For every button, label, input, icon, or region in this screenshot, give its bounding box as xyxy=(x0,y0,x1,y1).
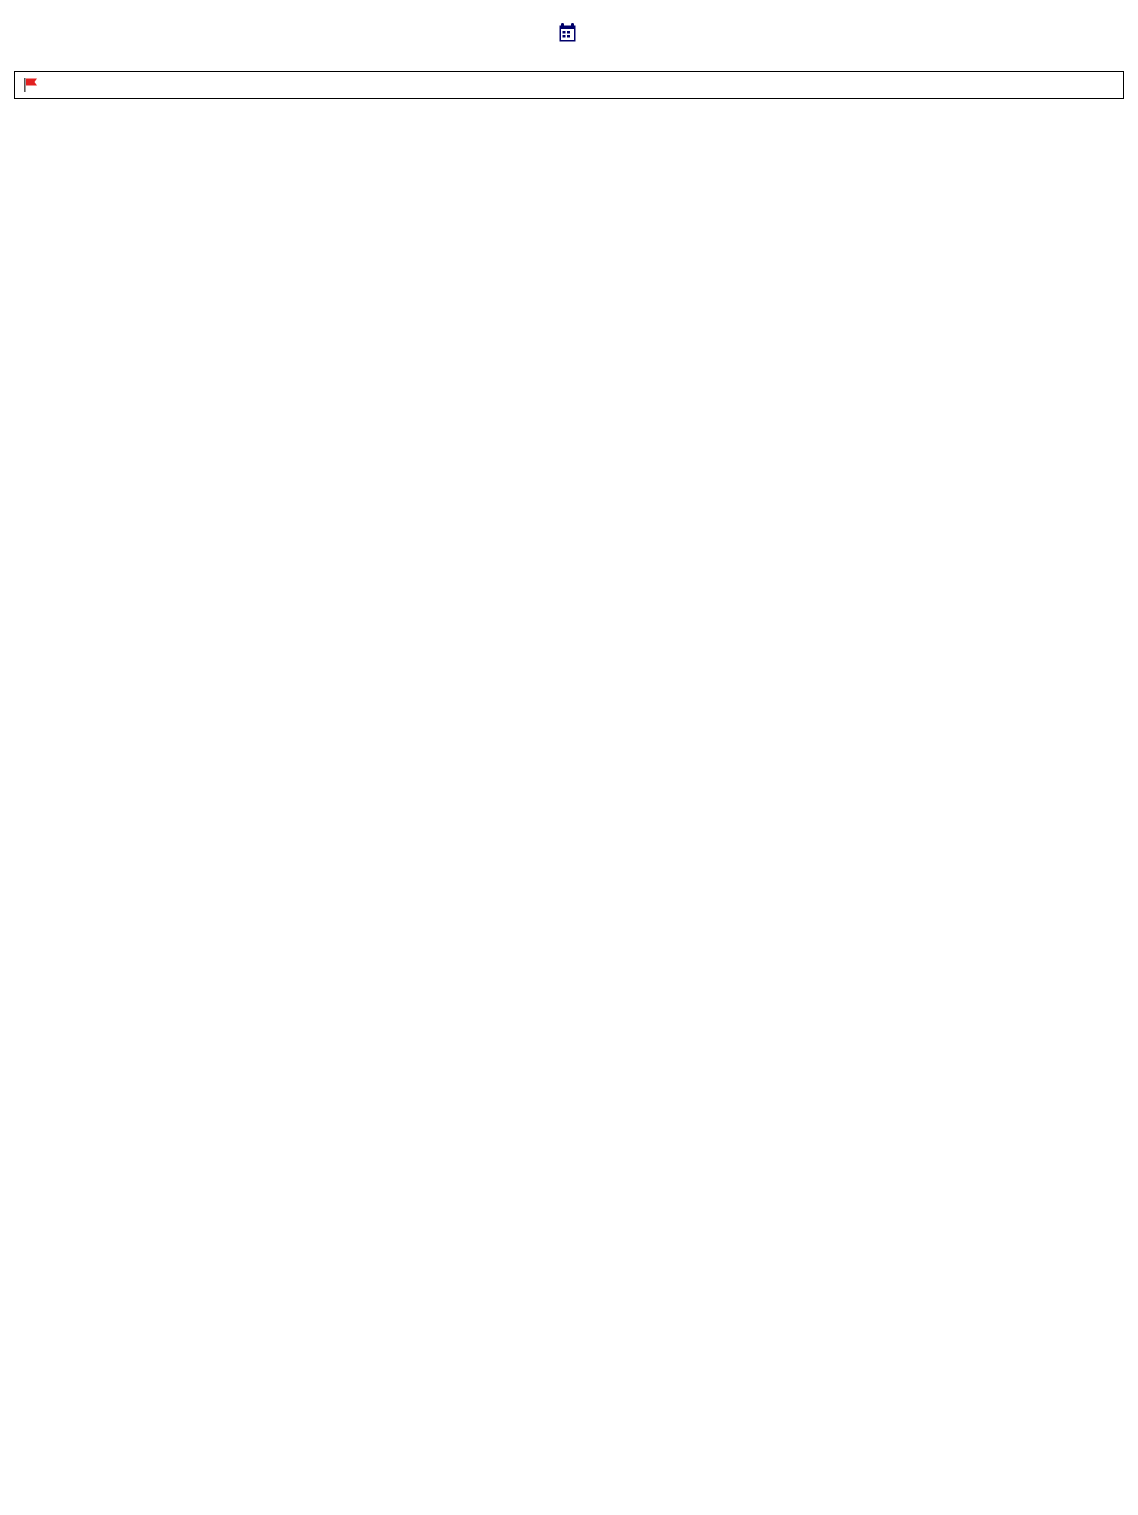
page-title xyxy=(14,10,1124,55)
calendar-icon xyxy=(559,23,576,42)
flag-icon xyxy=(23,77,39,93)
footer xyxy=(14,71,1124,99)
